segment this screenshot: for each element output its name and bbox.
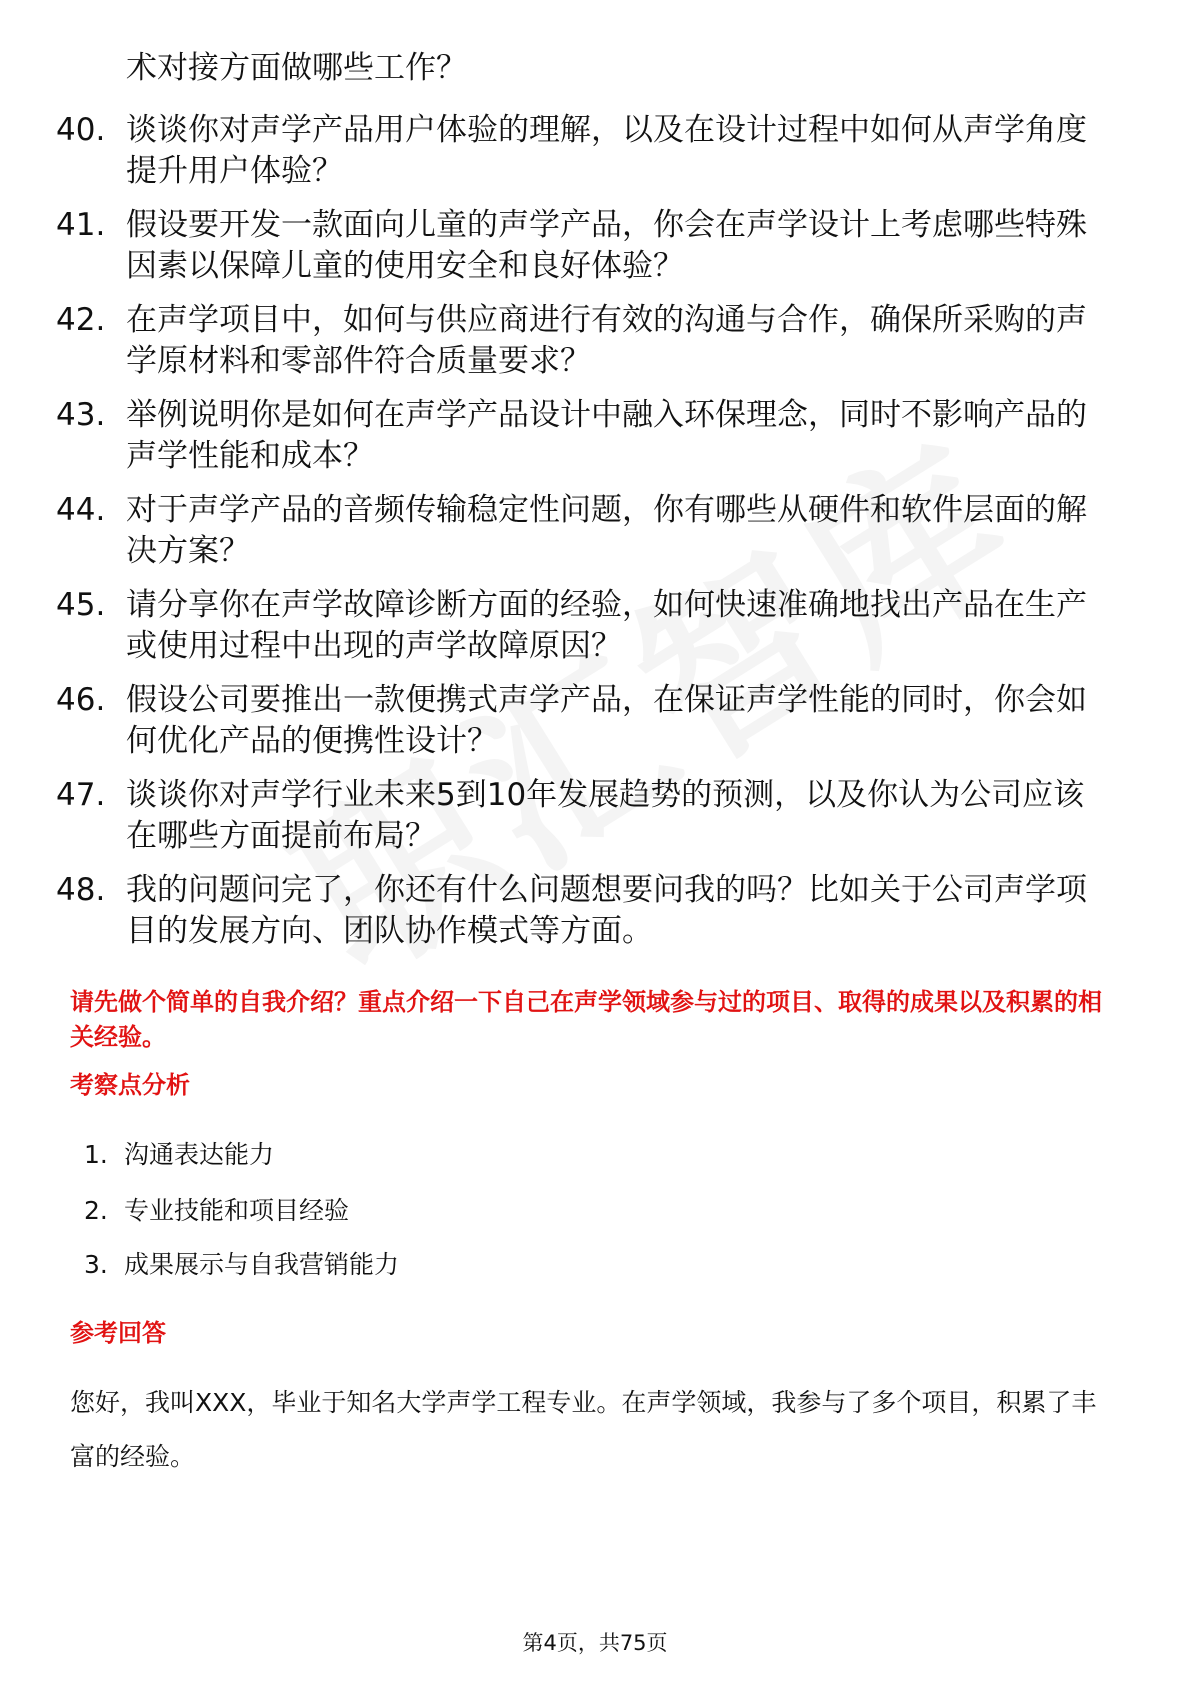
analysis-point [84,1196,349,1226]
analysis-point [84,1140,274,1170]
analysis-point-text: 成果展示与自我营销能力 [124,1250,400,1279]
question-number: 46. [56,682,106,718]
question-text: 请分享你在声学故障诊断方面的经验，如何快速准确地找出产品在生产或使用过程中出现的声学故障原因？ [126,587,1087,664]
question-number: 40. [56,112,106,148]
question-number: 47. [56,777,106,813]
question-text: 对于声学产品的音频传输稳定性问题，你有哪些从硬件和软件层面的解决方案？ [126,492,1087,569]
question-text: 在声学项目中，如何与供应商进行有效的沟通与合作，确保所采购的声学原材料和零部件符合质量要求？ [126,302,1087,379]
question-text: 举例说明你是如何在声学产品设计中融入环保理念，同时不影响产品的声学性能和成本？ [126,397,1087,474]
analysis-point-number: 3. [84,1250,108,1279]
page-footer: 第4页，共75页 [522,1631,668,1655]
analysis-point-number: 2. [84,1196,108,1225]
analysis-point-text: 沟通表达能力 [124,1140,275,1169]
question-text: 我的问题问完了，你还有什么问题想要问我的吗？比如关于公司声学项目的发展方向、团队协作模式等方面。 [126,872,1087,949]
question-number: 42. [56,302,106,338]
reference-answer: 您好，我叫XXX，毕业于知名大学声学工程专业。在声学领域，我参与了多个项目，积累了丰富的经验。 [70,1388,1097,1471]
question-number: 41. [56,207,106,243]
analysis-point-number: 1. [84,1140,108,1169]
question-number: 45. [56,587,106,623]
reference-heading: 参考回答 [70,1319,166,1347]
question-text: 谈谈你对声学产品用户体验的理解，以及在设计过程中如何从声学角度提升用户体验？ [126,112,1087,189]
question-number: 48. [56,872,106,908]
question-number: 43. [56,397,106,433]
question-text: 假设公司要推出一款便携式声学产品，在保证声学性能的同时，你会如何优化产品的便携性设计？ [126,682,1087,759]
question-number: 44. [56,492,106,528]
question-text: 假设要开发一款面向儿童的声学产品，你会在声学设计上考虑哪些特殊因素以保障儿童的使用安全和良好体验？ [126,207,1087,284]
continued-question-line: 术对接方面做哪些工作？ [126,50,467,86]
analysis-point-text: 专业技能和项目经验 [124,1196,350,1225]
highlight-question: 请先做个简单的自我介绍？重点介绍一下自己在声学领域参与过的项目、取得的成果以及积累的相关经验。 [70,988,1102,1051]
question-text: 谈谈你对声学行业未来5到10年发展趋势的预测，以及你认为公司应该在哪些方面提前布局？ [126,777,1085,854]
analysis-heading: 考察点分析 [70,1071,190,1099]
analysis-point [84,1250,399,1280]
